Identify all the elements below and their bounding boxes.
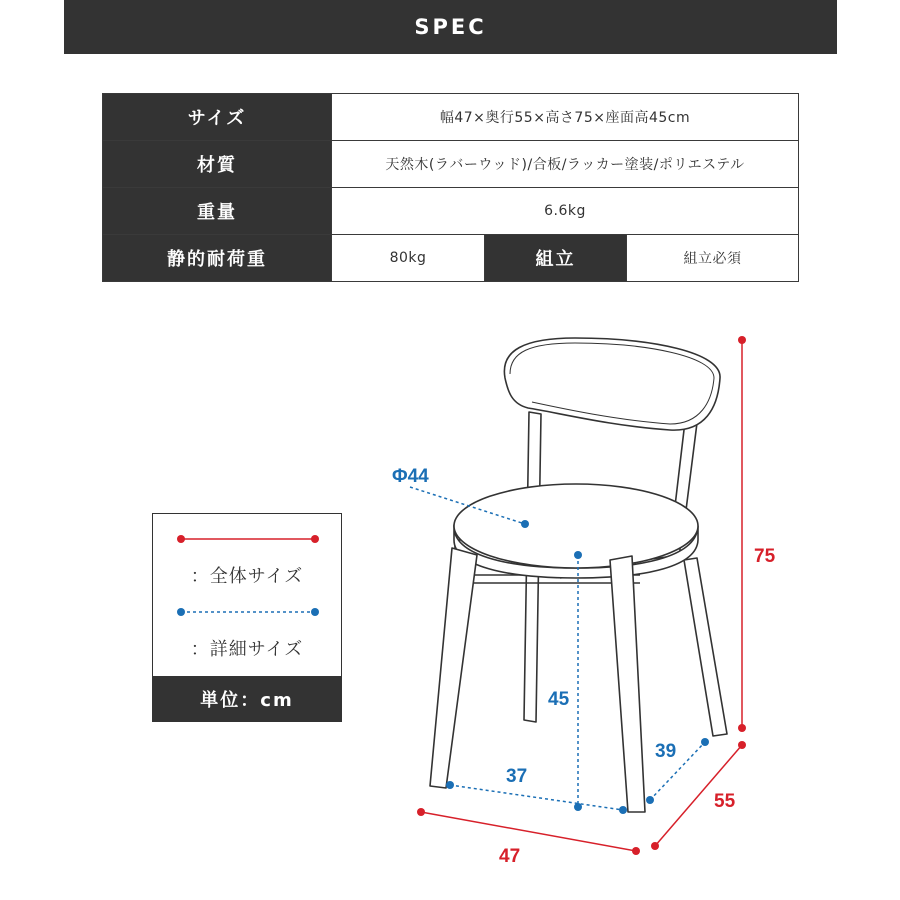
inner-depth-front-dot bbox=[646, 796, 654, 804]
seat-height-label: 45 bbox=[548, 689, 570, 710]
legend-overall-label: ：全体サイズ bbox=[190, 566, 304, 587]
width-dimension-line bbox=[421, 812, 636, 851]
assembly-value: 組立必須 bbox=[627, 235, 799, 282]
load-value: 80kg bbox=[332, 235, 485, 282]
weight-value: 6.6kg bbox=[332, 188, 799, 235]
seat-diameter-label: Φ44 bbox=[392, 466, 429, 487]
load-label: 静的耐荷重 bbox=[103, 235, 332, 282]
material-value: 天然木(ラバーウッド)/合板/ラッカー塗装/ポリエステル bbox=[332, 141, 799, 188]
legend-unit: 単位：cm bbox=[152, 676, 342, 722]
size-value: 幅47×奥行55×高さ75×座面高45cm bbox=[332, 94, 799, 141]
inner-depth-back-dot bbox=[701, 738, 709, 746]
weight-label: 重量 bbox=[103, 188, 332, 235]
spec-title: SPEC bbox=[414, 15, 487, 39]
chair-front-leg-right bbox=[610, 556, 645, 812]
depth-dimension-back-dot bbox=[738, 741, 746, 749]
material-label: 材質 bbox=[103, 141, 332, 188]
size-label: サイズ bbox=[103, 94, 332, 141]
width-dimension-left-dot bbox=[417, 808, 425, 816]
chair-front-leg-left bbox=[430, 548, 477, 788]
depth-dimension-front-dot bbox=[651, 842, 659, 850]
assembly-label: 組立 bbox=[485, 235, 627, 282]
height-dimension-top-dot bbox=[738, 336, 746, 344]
width-dimension-right-dot bbox=[632, 847, 640, 855]
inner-width-line bbox=[450, 785, 623, 810]
diameter-leader-dot bbox=[521, 520, 529, 528]
depth-label: 55 bbox=[714, 791, 736, 812]
inner-width-right-dot bbox=[619, 806, 627, 814]
width-label: 47 bbox=[499, 846, 521, 867]
height-dimension-bottom-dot bbox=[738, 724, 746, 732]
legend-detail-label: ：詳細サイズ bbox=[190, 639, 304, 660]
seat-height-top-dot bbox=[574, 551, 582, 559]
height-label: 75 bbox=[754, 546, 776, 567]
inner-width-left-dot bbox=[446, 781, 454, 789]
chair-back-leg-right bbox=[684, 558, 727, 736]
inner-depth-label: 39 bbox=[655, 741, 677, 762]
inner-width-label: 37 bbox=[506, 766, 528, 787]
